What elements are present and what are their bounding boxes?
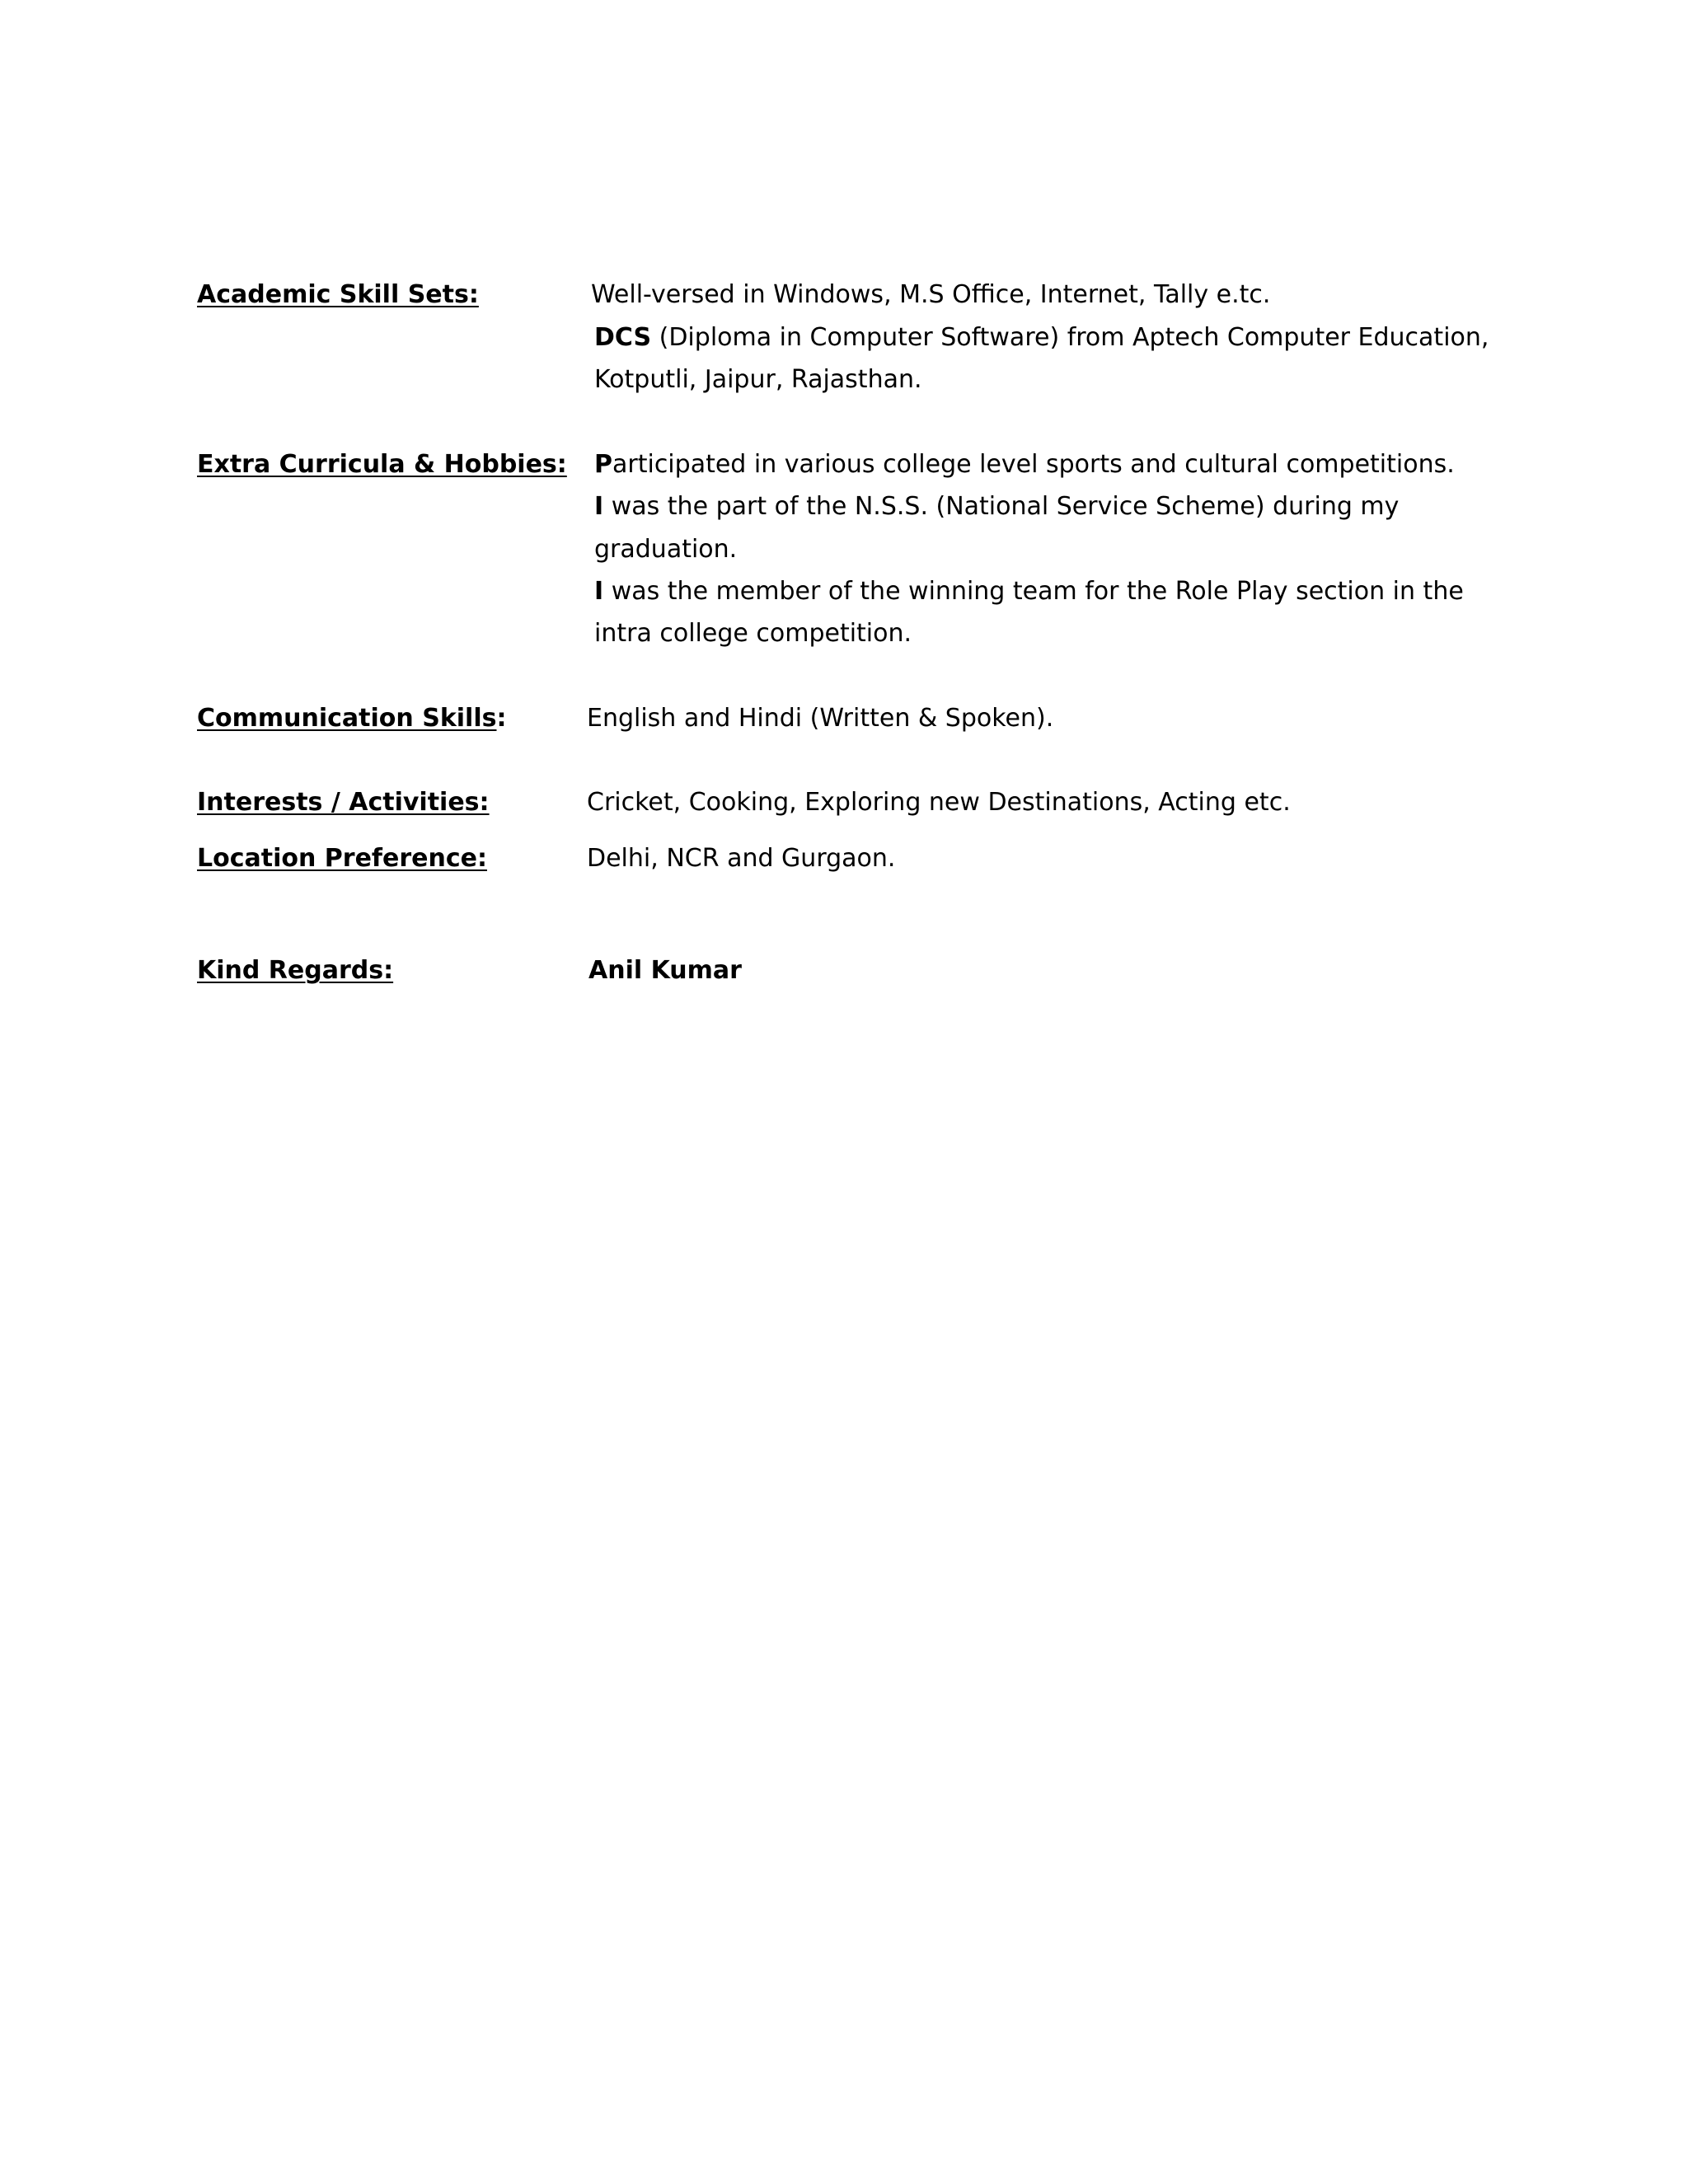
extra-line-3: graduation. (594, 535, 738, 564)
extra-line-1-rest: articipated in various college level sports and cultural competitions. (612, 450, 1455, 479)
academic-label-text: Academic Skill Sets: (197, 280, 479, 309)
extra-line-1-bold: P (594, 450, 612, 479)
location-value: Delhi, NCR and Gurgaon. (587, 844, 896, 873)
interests-label-text: Interests / Activities: (197, 788, 490, 817)
extra-line-4-rest: was the member of the winning team for the Role Play section in the (603, 577, 1464, 606)
extra-line-1 (594, 443, 1455, 486)
signatory-name: Anil Kumar (588, 956, 742, 985)
academic-line-3: Kotputli, Jaipur, Rajasthan. (594, 365, 922, 394)
interests-value: Cricket, Cooking, Exploring new Destinations, Acting etc. (587, 788, 1291, 817)
communication-label-text: Communication Skills (197, 704, 497, 733)
extra-line-4 (594, 570, 1464, 613)
academic-line-2-rest: (Diploma in Computer Software) from Aptech Computer Education, (651, 323, 1489, 352)
academic-dcs-bold: DCS (594, 323, 652, 352)
extra-line-4-bold: I (594, 577, 604, 606)
location-preference-label (197, 837, 487, 880)
interests-activities-label (197, 781, 490, 824)
extra-line-2-rest: was the part of the N.S.S. (National Service Scheme) during my (603, 492, 1400, 521)
extra-curricula-label (197, 443, 567, 486)
academic-skill-sets-label (197, 274, 479, 316)
location-label-text: Location Preference: (197, 844, 487, 873)
communication-label-colon: : (496, 704, 507, 733)
communication-value: English and Hindi (Written & Spoken). (587, 704, 1054, 733)
academic-line-2 (594, 316, 1489, 359)
extra-line-5: intra college competition. (594, 619, 912, 648)
extra-line-2 (594, 485, 1399, 528)
kind-regards-label (197, 949, 393, 992)
academic-line-1: Well-versed in Windows, M.S Office, Internet, Tally e.tc. (591, 280, 1271, 309)
regards-label-text: Kind Regards: (197, 956, 394, 985)
extra-label-text: Extra Curricula & Hobbies: (197, 450, 567, 479)
communication-skills-label (197, 697, 506, 740)
extra-line-2-bold: I (594, 492, 604, 521)
